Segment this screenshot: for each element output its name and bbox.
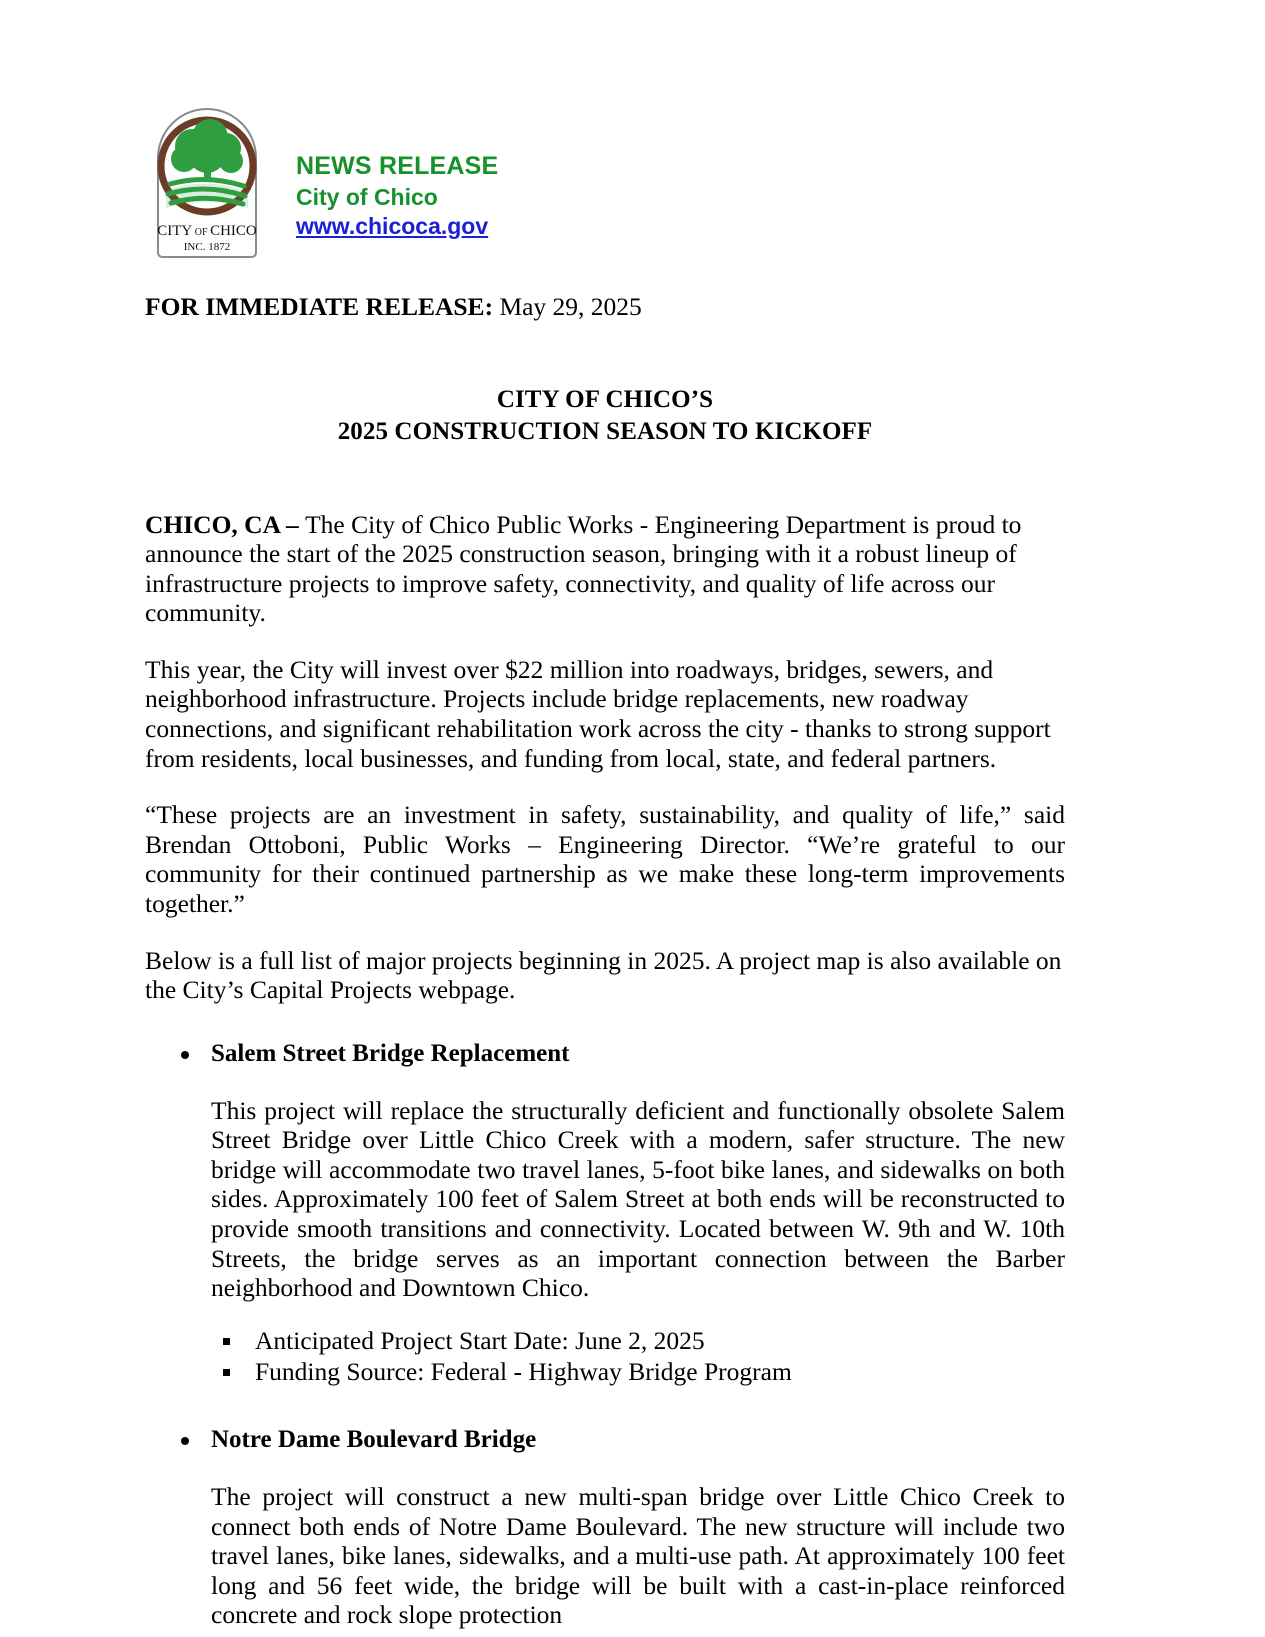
letterhead (148, 104, 498, 262)
project-detail-funding-source (211, 1356, 1065, 1387)
project-details-list (211, 1325, 1065, 1387)
city-of-chico-seal-logo (148, 104, 266, 262)
project-description: The project will construct a new multi-span bridge over Little Chico Creek to connect both ends of Notre Dame Boulevard. The new structure will include two travel lanes, bike lanes, sidewalks, and a multi-use path. At approximately 100 feet long and 56 feet wide, the bridge will be built with a cast-in-place reinforced concrete and rock slope protection (211, 1481, 1065, 1630)
paragraph-intro-text: The City of Chico Public Works - Engineering Department is proud to announce the start of the 2025 construction season, bringing with it a robust lineup of infrastructure projects to improve safety, connectivity, and quality of life across our community. (145, 509, 1022, 628)
bullet-square-icon (223, 1369, 230, 1376)
city-name: City of Chico (296, 183, 438, 210)
svg-text:INC. 1872: INC. 1872 (183, 241, 231, 253)
paragraph-intro (145, 510, 1065, 628)
project-list (145, 1039, 1065, 1630)
bullet-square-icon (223, 1338, 230, 1345)
news-release-heading: NEWS RELEASE (296, 152, 499, 180)
project-item-notre-dame-boulevard-bridge (145, 1425, 1065, 1630)
project-title: Notre Dame Boulevard Bridge (211, 1425, 537, 1453)
release-date: May 29, 2025 (493, 292, 642, 321)
document-body (145, 292, 1065, 1630)
city-website-link[interactable]: www.chicoca.gov (296, 213, 489, 240)
release-label: FOR IMMEDIATE RELEASE: (145, 292, 494, 321)
paragraph-investment: This year, the City will invest over $22 million into roadways, bridges, sewers, and neighborhood infrastructure. Projects include bridge replacements, new roadway connections, and significant rehabilitation work across the city - thanks to strong support from residents, local businesses, and funding from local, state, and federal partners. (145, 654, 1051, 773)
bullet-disc-icon (181, 1437, 189, 1445)
project-detail-start-date (211, 1325, 1065, 1356)
for-immediate-release-line (145, 292, 1065, 322)
project-item-salem-street-bridge (145, 1039, 1065, 1387)
paragraph-quote: “These projects are an investment in safety, sustainability, and quality of life,” said Brendan Ottoboni, Public Works – Engineering Director. “We’re grateful to our community for their continued partnership as we make these long-term improvements together.” (145, 800, 1065, 918)
paragraph-project-list-intro: Below is a full list of major projects beginning in 2025. A project map is also available on the City’s Capital Projects webpage. (145, 945, 1062, 1005)
project-detail-text: Funding Source: Federal - Highway Bridge Program (255, 1356, 792, 1386)
project-title: Salem Street Bridge Replacement (211, 1039, 570, 1067)
masthead-text-block (296, 152, 498, 241)
title-line-1: CITY OF CHICO’S (496, 385, 714, 413)
project-description: This project will replace the structurally deficient and functionally obsolete Salem Street Bridge over Little Chico Creek with a modern, safer structure. The new bridge will accommodate two travel lanes, 5-foot bike lanes, and sidewalks on both sides. Approximately 100 feet of Salem Street at both ends will be reconstructed to provide smooth transitions and connectivity. Located between W. 9th and W. 10th Streets, the bridge serves as an important connection between the Barber neighborhood and Downtown Chico. (211, 1095, 1065, 1303)
project-detail-text: Anticipated Project Start Date: June 2, 2025 (255, 1325, 705, 1355)
bullet-disc-icon (181, 1051, 189, 1059)
dateline: CHICO, CA – (145, 509, 306, 539)
svg-text:CITY OF CHICO: CITY OF CHICO (157, 223, 257, 239)
title-line-2: 2025 CONSTRUCTION SEASON TO KICKOFF (337, 417, 873, 445)
page-title (145, 384, 1065, 448)
